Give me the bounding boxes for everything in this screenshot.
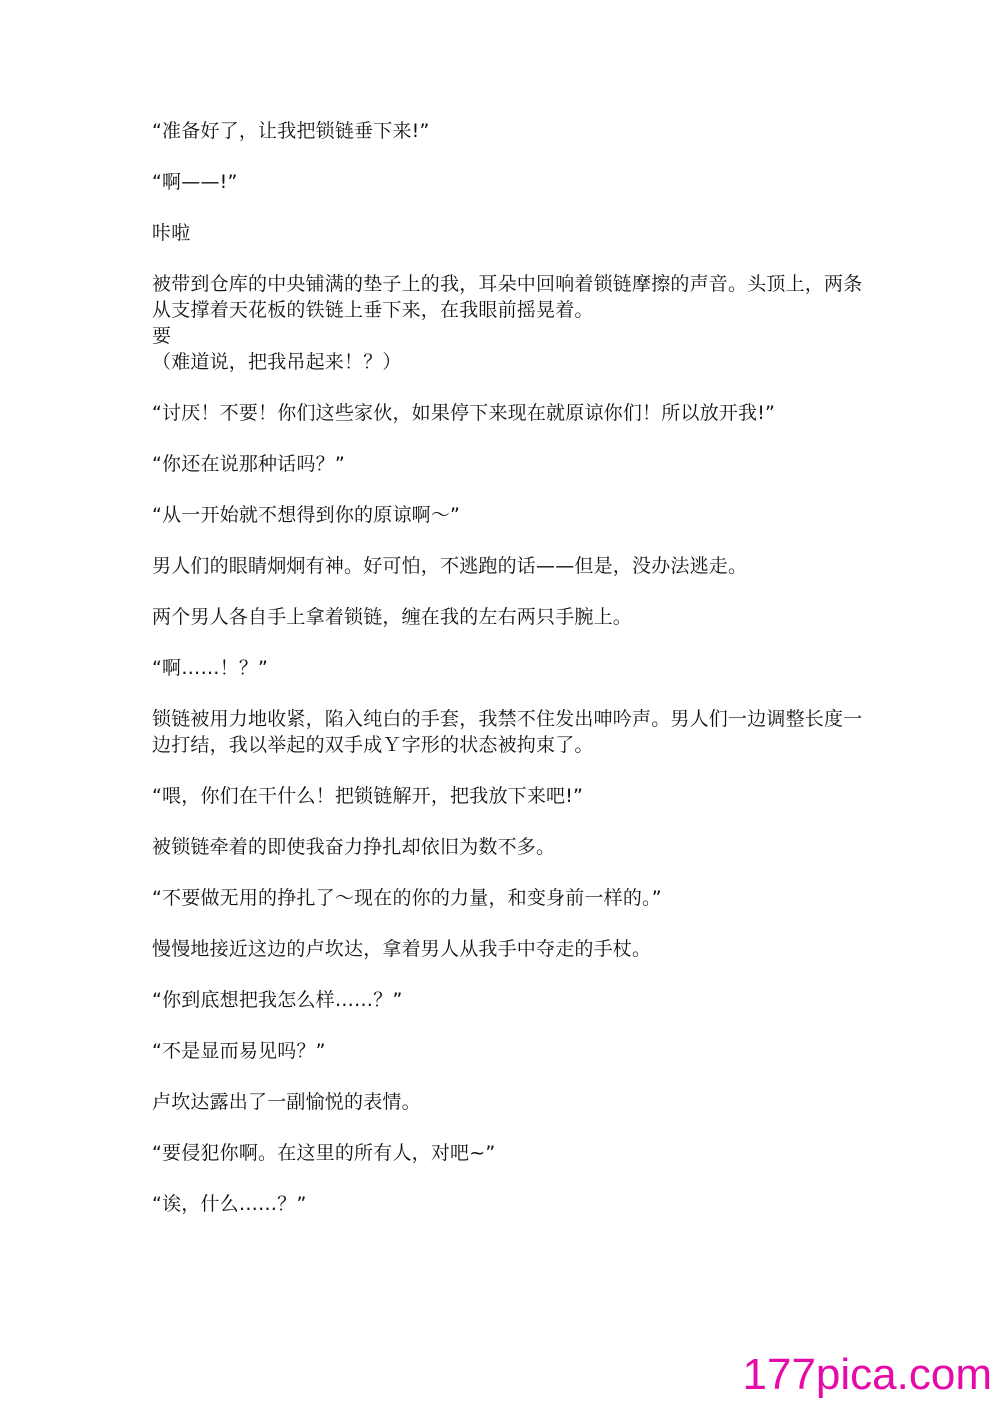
- paragraph: 锁链被用力地收紧，陷入纯白的手套，我禁不住发出呻吟声。男人们一边调整长度一边打结，我以举起的双手成Ｙ字形的状态被拘束了。: [152, 708, 863, 756]
- paragraph: （难道说，把我吊起来！？）: [152, 351, 402, 373]
- paragraph: 被带到仓库的中央铺满的垫子上的我，耳朵中回响着锁链摩擦的声音。头顶上，两条从支撑着天花板的铁链上垂下来，在我眼前摇晃着。: [152, 273, 863, 321]
- paragraph: 被锁链牵着的即使我奋力挣扎却依旧为数不多。: [152, 836, 556, 858]
- watermark-text: 177pica.com: [742, 1350, 992, 1399]
- paragraph: “准备好了，让我把锁链垂下来!”: [152, 120, 430, 142]
- paragraph: 男人们的眼睛炯炯有神。好可怕，不逃跑的话——但是，没办法逃走。: [152, 555, 748, 577]
- paragraph: “从一开始就不想得到你的原谅啊～”: [152, 504, 461, 526]
- paragraph: “你还在说那种话吗？”: [152, 453, 345, 475]
- paragraph: 卢坎达露出了一副愉悦的表情。: [152, 1091, 421, 1113]
- paragraph: 两个男人各自手上拿着锁链，缠在我的左右两只手腕上。: [152, 606, 633, 628]
- paragraph: “要侵犯你啊。在这里的所有人，对吧~”: [152, 1142, 496, 1164]
- paragraph: “不是显而易见吗？”: [152, 1040, 326, 1062]
- paragraph: “你到底想把我怎么样……？”: [152, 989, 403, 1011]
- paragraph: 要: [152, 325, 172, 347]
- paragraph: “不要做无用的挣扎了～现在的你的力量，和变身前一样的。”: [152, 887, 662, 909]
- paragraph: “喂，你们在干什么！把锁链解开，把我放下来吧!”: [152, 785, 584, 807]
- paragraph: “啊——!”: [152, 171, 238, 193]
- paragraph: 咔啦: [152, 222, 191, 244]
- paragraph: “啊……！？”: [152, 657, 269, 679]
- paragraph: 慢慢地接近这边的卢坎达，拿着男人从我手中夺走的手杖。: [152, 938, 652, 960]
- paragraph: “诶，什么……？”: [152, 1193, 307, 1215]
- body-text: [152, 118, 872, 1242]
- paragraph: “讨厌！不要！你们这些家伙，如果停下来现在就原谅你们！所以放开我!”: [152, 402, 776, 424]
